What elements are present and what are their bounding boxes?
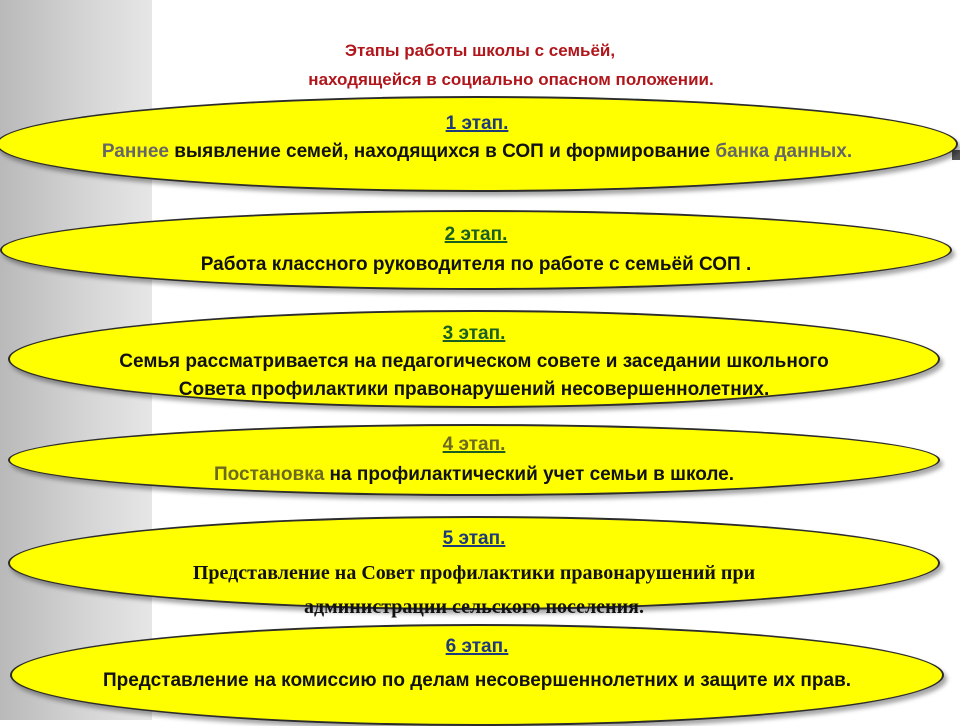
- stage-1-box: [0, 96, 958, 192]
- stage-1-label: 1 этап.: [445, 113, 509, 134]
- stage-1-text: [0, 138, 956, 166]
- stage-2-box: [0, 210, 952, 290]
- stage-1-text-prefix: Раннее: [101, 141, 169, 162]
- stage-5-label: 5 этап.: [442, 528, 506, 549]
- stage-4-text: [10, 460, 938, 490]
- stage-6-text: Представление на комиссию по делам несовершеннолетних и защите их прав.: [102, 670, 852, 691]
- title-line-1: Этапы работы школы с семьёй,: [344, 41, 616, 60]
- stage-3-box: [8, 310, 940, 408]
- stage-2-text: Работа классного руководителя по работе с семьёй СОП .: [200, 254, 752, 275]
- stage-4-text-prefix: Постановка: [213, 464, 325, 485]
- stage-6-box: [10, 624, 944, 726]
- stage-5-box: [8, 516, 940, 618]
- page-title: [160, 36, 800, 94]
- stage-1-text-mid: выявление семей, находящихся в СОП и формирование: [168, 141, 716, 162]
- stage-3-text: Семья рассматривается на педагогическом совете и заседании школьного Совета профилактики правонарушений несовершеннолетних.: [119, 351, 829, 400]
- stage-4-text-mid: на профилактический учет семьи в школе.: [324, 464, 734, 485]
- stage-3-label: 3 этап.: [442, 323, 506, 344]
- stage-2-label: 2 этап.: [444, 224, 508, 245]
- stage-1-text-suffix: банка данных.: [715, 141, 853, 162]
- stage-6-label: 6 этап.: [445, 636, 509, 657]
- stage-4-label: 4 этап.: [442, 434, 506, 455]
- title-line-2: находящейся в социально опасном положении.: [308, 70, 714, 89]
- stage-5-text: Представление на Совет профилактики правонарушений при администрации сельского поселения.: [192, 562, 756, 618]
- stage-4-box: [8, 424, 940, 496]
